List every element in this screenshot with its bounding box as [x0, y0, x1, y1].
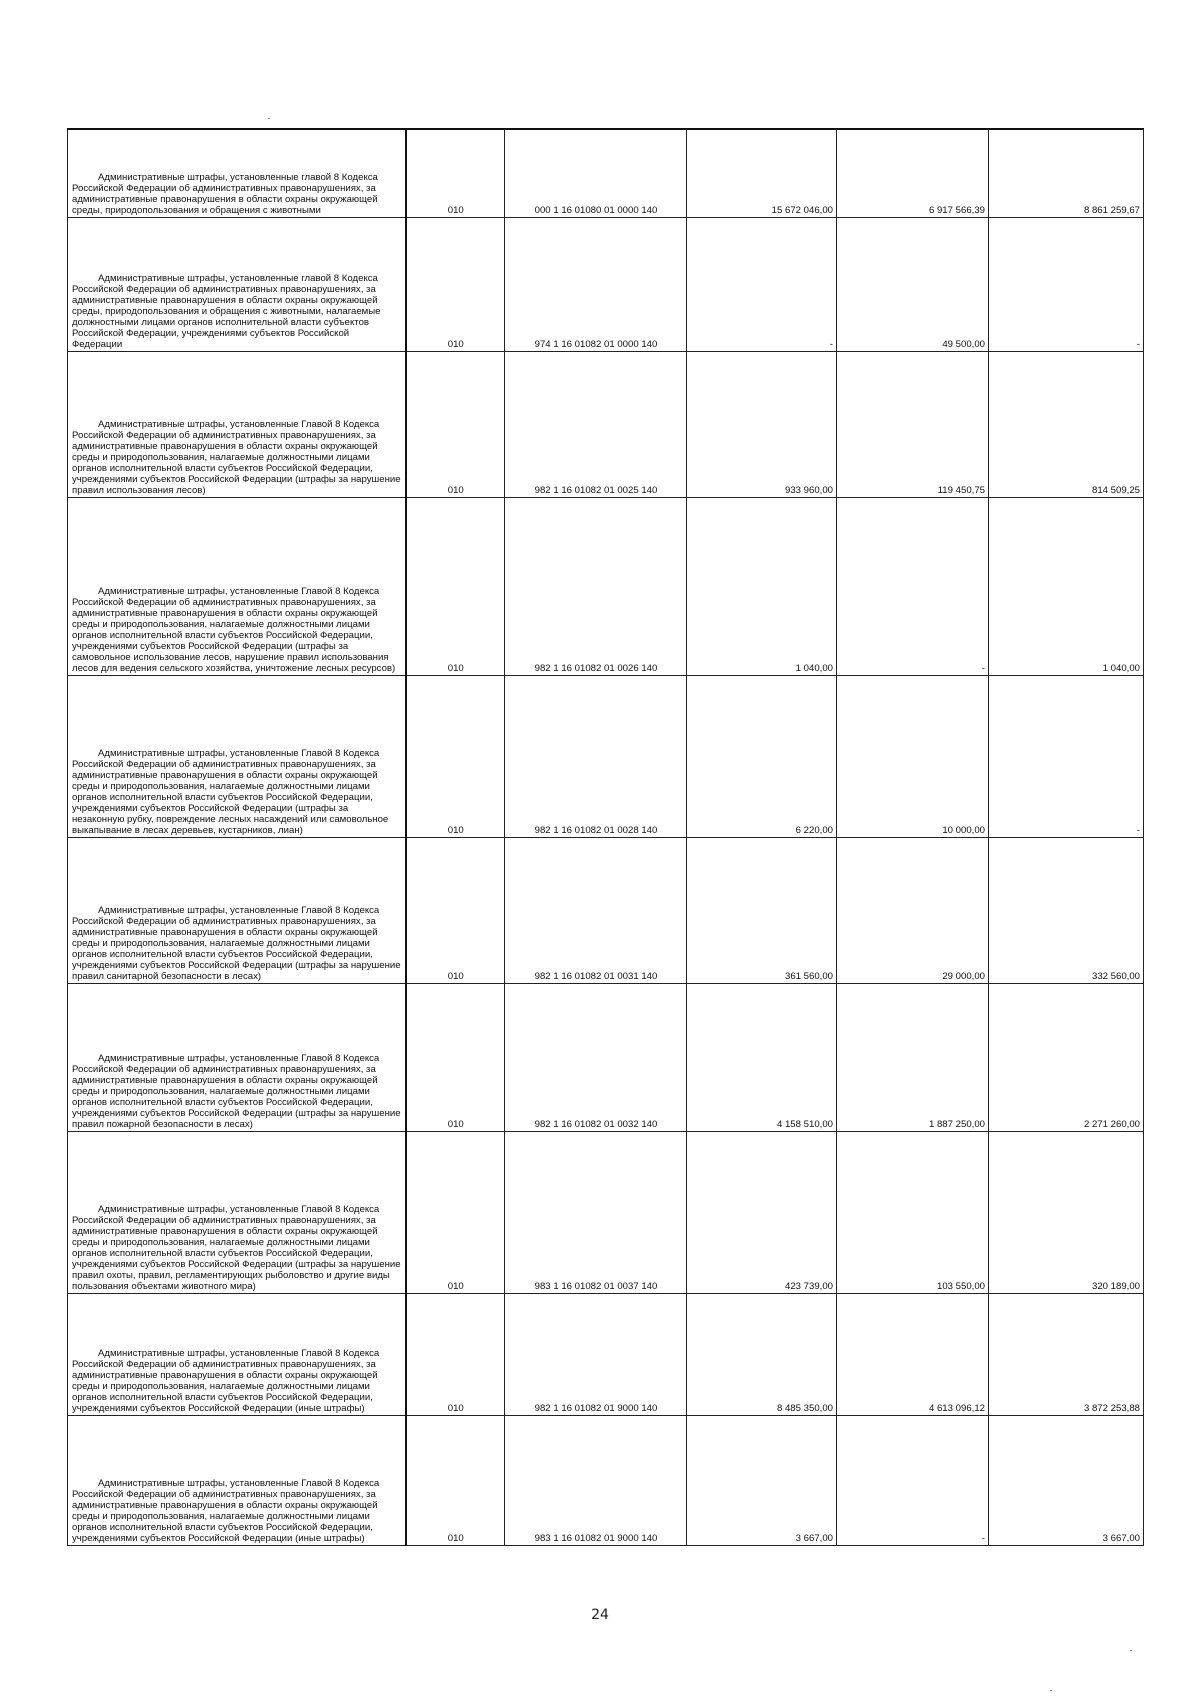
row-line-code: 010 — [447, 662, 464, 674]
row-approved-amount: 6 220,00 — [795, 824, 833, 836]
row-line-code: 010 — [447, 1402, 464, 1414]
page-number: 24 — [591, 1607, 609, 1623]
table-row — [68, 129, 1144, 217]
row-unexecuted-amount: 8 861 259,67 — [1083, 204, 1140, 216]
row-income-code: 982 1 16 01082 01 0032 140 — [534, 1118, 658, 1130]
row-executed-amount-cell — [837, 983, 989, 1131]
row-executed-amount: - — [981, 1532, 985, 1544]
row-description-cell — [68, 129, 406, 217]
row-approved-amount-cell — [687, 675, 837, 837]
row-approved-amount: - — [829, 338, 833, 350]
row-description-cell — [68, 675, 406, 837]
row-description: Административные штрафы, установленные главой 8 Кодекса Российской Федерации об административных правонарушениях, за административные правонарушения в области охраны окружающей среды, природопользования и обращения с животными — [72, 171, 378, 216]
row-approved-amount: 423 739,00 — [784, 1280, 833, 1292]
row-unexecuted-amount: 1 040,00 — [1102, 662, 1140, 674]
row-line-code-cell — [406, 1131, 505, 1293]
row-executed-amount: 29 000,00 — [942, 970, 985, 982]
row-description-cell — [68, 217, 406, 351]
row-executed-amount-cell — [837, 217, 989, 351]
table-body — [68, 129, 1144, 1545]
row-unexecuted-amount-cell — [989, 1293, 1144, 1415]
row-unexecuted-amount: 814 509,25 — [1091, 484, 1140, 496]
row-line-code: 010 — [447, 1118, 464, 1130]
row-description: Административные штрафы, установленные Главой 8 Кодекса Российской Федерации об административных правонарушениях, за административные правонарушения в области охраны окружающей среды и природопользования, налагаемые должностными лицами органов исполнительной власти субъектов Российской Федерации, учреждениями субъектов Российской Федерации (штрафы за незаконную рубку, повреждение лесных насаждений или самовольное выкапывание в лесах деревьев, кустарников, лиан) — [72, 747, 389, 836]
row-executed-amount: 10 000,00 — [942, 824, 985, 836]
scan-speck — [1050, 1690, 1052, 1691]
row-line-code-cell — [406, 837, 505, 983]
row-line-code: 010 — [447, 338, 464, 350]
row-income-code: 982 1 16 01082 01 0028 140 — [534, 824, 658, 836]
row-line-code-cell — [406, 1293, 505, 1415]
row-executed-amount-cell — [837, 351, 989, 497]
table-row — [68, 983, 1144, 1131]
row-approved-amount-cell — [687, 983, 837, 1131]
row-unexecuted-amount: - — [1136, 824, 1140, 836]
row-approved-amount: 3 667,00 — [795, 1532, 833, 1544]
row-approved-amount: 1 040,00 — [795, 662, 833, 674]
row-line-code: 010 — [447, 1280, 464, 1292]
row-executed-amount-cell — [837, 1131, 989, 1293]
row-approved-amount: 4 158 510,00 — [776, 1118, 833, 1130]
row-description: Административные штрафы, установленные Главой 8 Кодекса Российской Федерации об административных правонарушениях, за административные правонарушения в области охраны окружающей среды и природопользования, налагаемые должностными лицами органов исполнительной власти субъектов Российской Федерации, учреждениями субъектов Российской Федерации (штрафы за нарушение правил санитарной безопасности в лесах) — [72, 904, 401, 982]
row-income-code-cell — [505, 217, 687, 351]
row-description: Административные штрафы, установленные Главой 8 Кодекса Российской Федерации об административных правонарушениях, за административные правонарушения в области охраны окружающей среды и природопользования, налагаемые должностными лицами органов исполнительной власти субъектов Российской Федерации, учреждениями субъектов Российской Федерации (иные штрафы) — [72, 1347, 380, 1414]
row-line-code-cell — [406, 497, 505, 675]
row-description-cell — [68, 1293, 406, 1415]
row-executed-amount: - — [981, 662, 985, 674]
table-row — [68, 497, 1144, 675]
row-unexecuted-amount-cell — [989, 983, 1144, 1131]
scan-speck — [268, 118, 270, 119]
table-row — [68, 351, 1144, 497]
row-unexecuted-amount: 3 667,00 — [1102, 1532, 1140, 1544]
row-approved-amount-cell — [687, 1131, 837, 1293]
row-approved-amount-cell — [687, 129, 837, 217]
row-executed-amount: 4 613 096,12 — [928, 1402, 985, 1414]
row-executed-amount-cell — [837, 1415, 989, 1545]
row-income-code: 982 1 16 01082 01 9000 140 — [534, 1402, 658, 1414]
row-income-code-cell — [505, 675, 687, 837]
table-row — [68, 1415, 1144, 1545]
row-income-code-cell — [505, 983, 687, 1131]
row-description-cell — [68, 1131, 406, 1293]
row-income-code: 983 1 16 01082 01 0037 140 — [534, 1280, 658, 1292]
row-income-code: 000 1 16 01080 01 0000 140 — [534, 204, 658, 216]
row-executed-amount-cell — [837, 497, 989, 675]
row-income-code: 982 1 16 01082 01 0026 140 — [534, 662, 658, 674]
row-line-code: 010 — [447, 824, 464, 836]
row-approved-amount-cell — [687, 351, 837, 497]
row-income-code-cell — [505, 1415, 687, 1545]
row-line-code-cell — [406, 217, 505, 351]
row-executed-amount: 49 500,00 — [942, 338, 985, 350]
scan-speck — [1130, 1650, 1132, 1651]
row-approved-amount-cell — [687, 497, 837, 675]
row-line-code: 010 — [447, 1532, 464, 1544]
table-row — [68, 675, 1144, 837]
row-income-code: 982 1 16 01082 01 0031 140 — [534, 970, 658, 982]
row-approved-amount: 361 560,00 — [784, 970, 833, 982]
row-income-code: 982 1 16 01082 01 0025 140 — [534, 484, 658, 496]
row-executed-amount-cell — [837, 129, 989, 217]
row-executed-amount: 103 550,00 — [936, 1280, 985, 1292]
row-unexecuted-amount: 2 271 260,00 — [1083, 1118, 1140, 1130]
row-executed-amount: 1 887 250,00 — [928, 1118, 985, 1130]
row-unexecuted-amount-cell — [989, 129, 1144, 217]
row-description-cell — [68, 497, 406, 675]
row-unexecuted-amount: 3 872 253,88 — [1083, 1402, 1140, 1414]
row-income-code-cell — [505, 129, 687, 217]
row-description-cell — [68, 1415, 406, 1545]
table-row — [68, 1293, 1144, 1415]
row-description-cell — [68, 983, 406, 1131]
row-unexecuted-amount-cell — [989, 497, 1144, 675]
table-row — [68, 217, 1144, 351]
row-income-code: 974 1 16 01082 01 0000 140 — [534, 338, 658, 350]
row-unexecuted-amount: 332 560,00 — [1091, 970, 1140, 982]
row-income-code: 983 1 16 01082 01 9000 140 — [534, 1532, 658, 1544]
row-description: Административные штрафы, установленные Главой 8 Кодекса Российской Федерации об административных правонарушениях, за административные правонарушения в области охраны окружающей среды и природопользования, налагаемые должностными лицами органов исполнительной власти субъектов Российской Федерации, учреждениями субъектов Российской Федерации (иные штрафы) — [72, 1477, 380, 1544]
row-executed-amount: 119 450,75 — [937, 484, 985, 496]
row-line-code: 010 — [447, 204, 464, 216]
row-line-code-cell — [406, 351, 505, 497]
row-unexecuted-amount: - — [1136, 338, 1140, 350]
row-description-cell — [68, 351, 406, 497]
row-line-code: 010 — [447, 484, 464, 496]
row-line-code-cell — [406, 675, 505, 837]
row-unexecuted-amount-cell — [989, 351, 1144, 497]
row-executed-amount-cell — [837, 837, 989, 983]
row-income-code-cell — [505, 1131, 687, 1293]
row-unexecuted-amount-cell — [989, 837, 1144, 983]
row-approved-amount: 933 960,00 — [784, 484, 833, 496]
row-approved-amount-cell — [687, 837, 837, 983]
row-line-code-cell — [406, 983, 505, 1131]
row-unexecuted-amount: 320 189,00 — [1091, 1280, 1140, 1292]
row-income-code-cell — [505, 1293, 687, 1415]
row-unexecuted-amount-cell — [989, 1131, 1144, 1293]
row-description-cell — [68, 837, 406, 983]
row-approved-amount: 8 485 350,00 — [776, 1402, 833, 1414]
table-row — [68, 1131, 1144, 1293]
row-unexecuted-amount-cell — [989, 675, 1144, 837]
row-executed-amount: 6 917 566,39 — [928, 204, 985, 216]
row-executed-amount-cell — [837, 675, 989, 837]
row-description: Административные штрафы, установленные Главой 8 Кодекса Российской Федерации об административных правонарушениях, за административные правонарушения в области охраны окружающей среды и природопользования, налагаемые должностными лицами органов исполнительной власти субъектов Российской Федерации, учреждениями субъектов Российской Федерации (штрафы за нарушение правил использования лесов) — [72, 418, 401, 496]
row-line-code-cell — [406, 129, 505, 217]
row-income-code-cell — [505, 497, 687, 675]
row-income-code-cell — [505, 837, 687, 983]
row-description: Административные штрафы, установленные главой 8 Кодекса Российской Федерации об административных правонарушениях, за административные правонарушения в области охраны окружающей среды, природопользования и обращения с животными, налагаемые должностными лицами органов исполнительной власти субъектов Российской Федерации, учреждениями субъектов Российской Федерации — [72, 272, 381, 350]
row-approved-amount: 15 672 046,00 — [771, 204, 833, 216]
row-line-code: 010 — [447, 970, 464, 982]
table-row — [68, 837, 1144, 983]
row-executed-amount-cell — [837, 1293, 989, 1415]
row-approved-amount-cell — [687, 217, 837, 351]
row-description: Административные штрафы, установленные Главой 8 Кодекса Российской Федерации об административных правонарушениях, за административные правонарушения в области охраны окружающей среды и природопользования, налагаемые должностными лицами органов исполнительной власти субъектов Российской Федерации, учреждениями субъектов Российской Федерации (штрафы за нарушение правил охоты, правил, регламентирующих рыболовство и другие виды пользования объектами животного мира) — [72, 1203, 401, 1292]
row-approved-amount-cell — [687, 1415, 837, 1545]
row-approved-amount-cell — [687, 1293, 837, 1415]
row-description: Административные штрафы, установленные Главой 8 Кодекса Российской Федерации об административных правонарушениях, за административные правонарушения в области охраны окружающей среды и природопользования, налагаемые должностными лицами органов исполнительной власти субъектов Российской Федерации, учреждениями субъектов Российской Федерации (штрафы за нарушение правил пожарной безопасности в лесах) — [72, 1052, 401, 1130]
revenue-table — [67, 128, 1144, 1546]
row-unexecuted-amount-cell — [989, 1415, 1144, 1545]
row-income-code-cell — [505, 351, 687, 497]
row-unexecuted-amount-cell — [989, 217, 1144, 351]
row-line-code-cell — [406, 1415, 505, 1545]
row-description: Административные штрафы, установленные Главой 8 Кодекса Российской Федерации об административных правонарушениях, за административные правонарушения в области охраны окружающей среды и природопользования, налагаемые должностными лицами органов исполнительной власти субъектов Российской Федерации, учреждениями субъектов Российской Федерации (штрафы за самовольное использование лесов, нарушение правил использования лесов для ведения сельского хозяйства, уничтожение лесных ресурсов) — [72, 585, 396, 674]
